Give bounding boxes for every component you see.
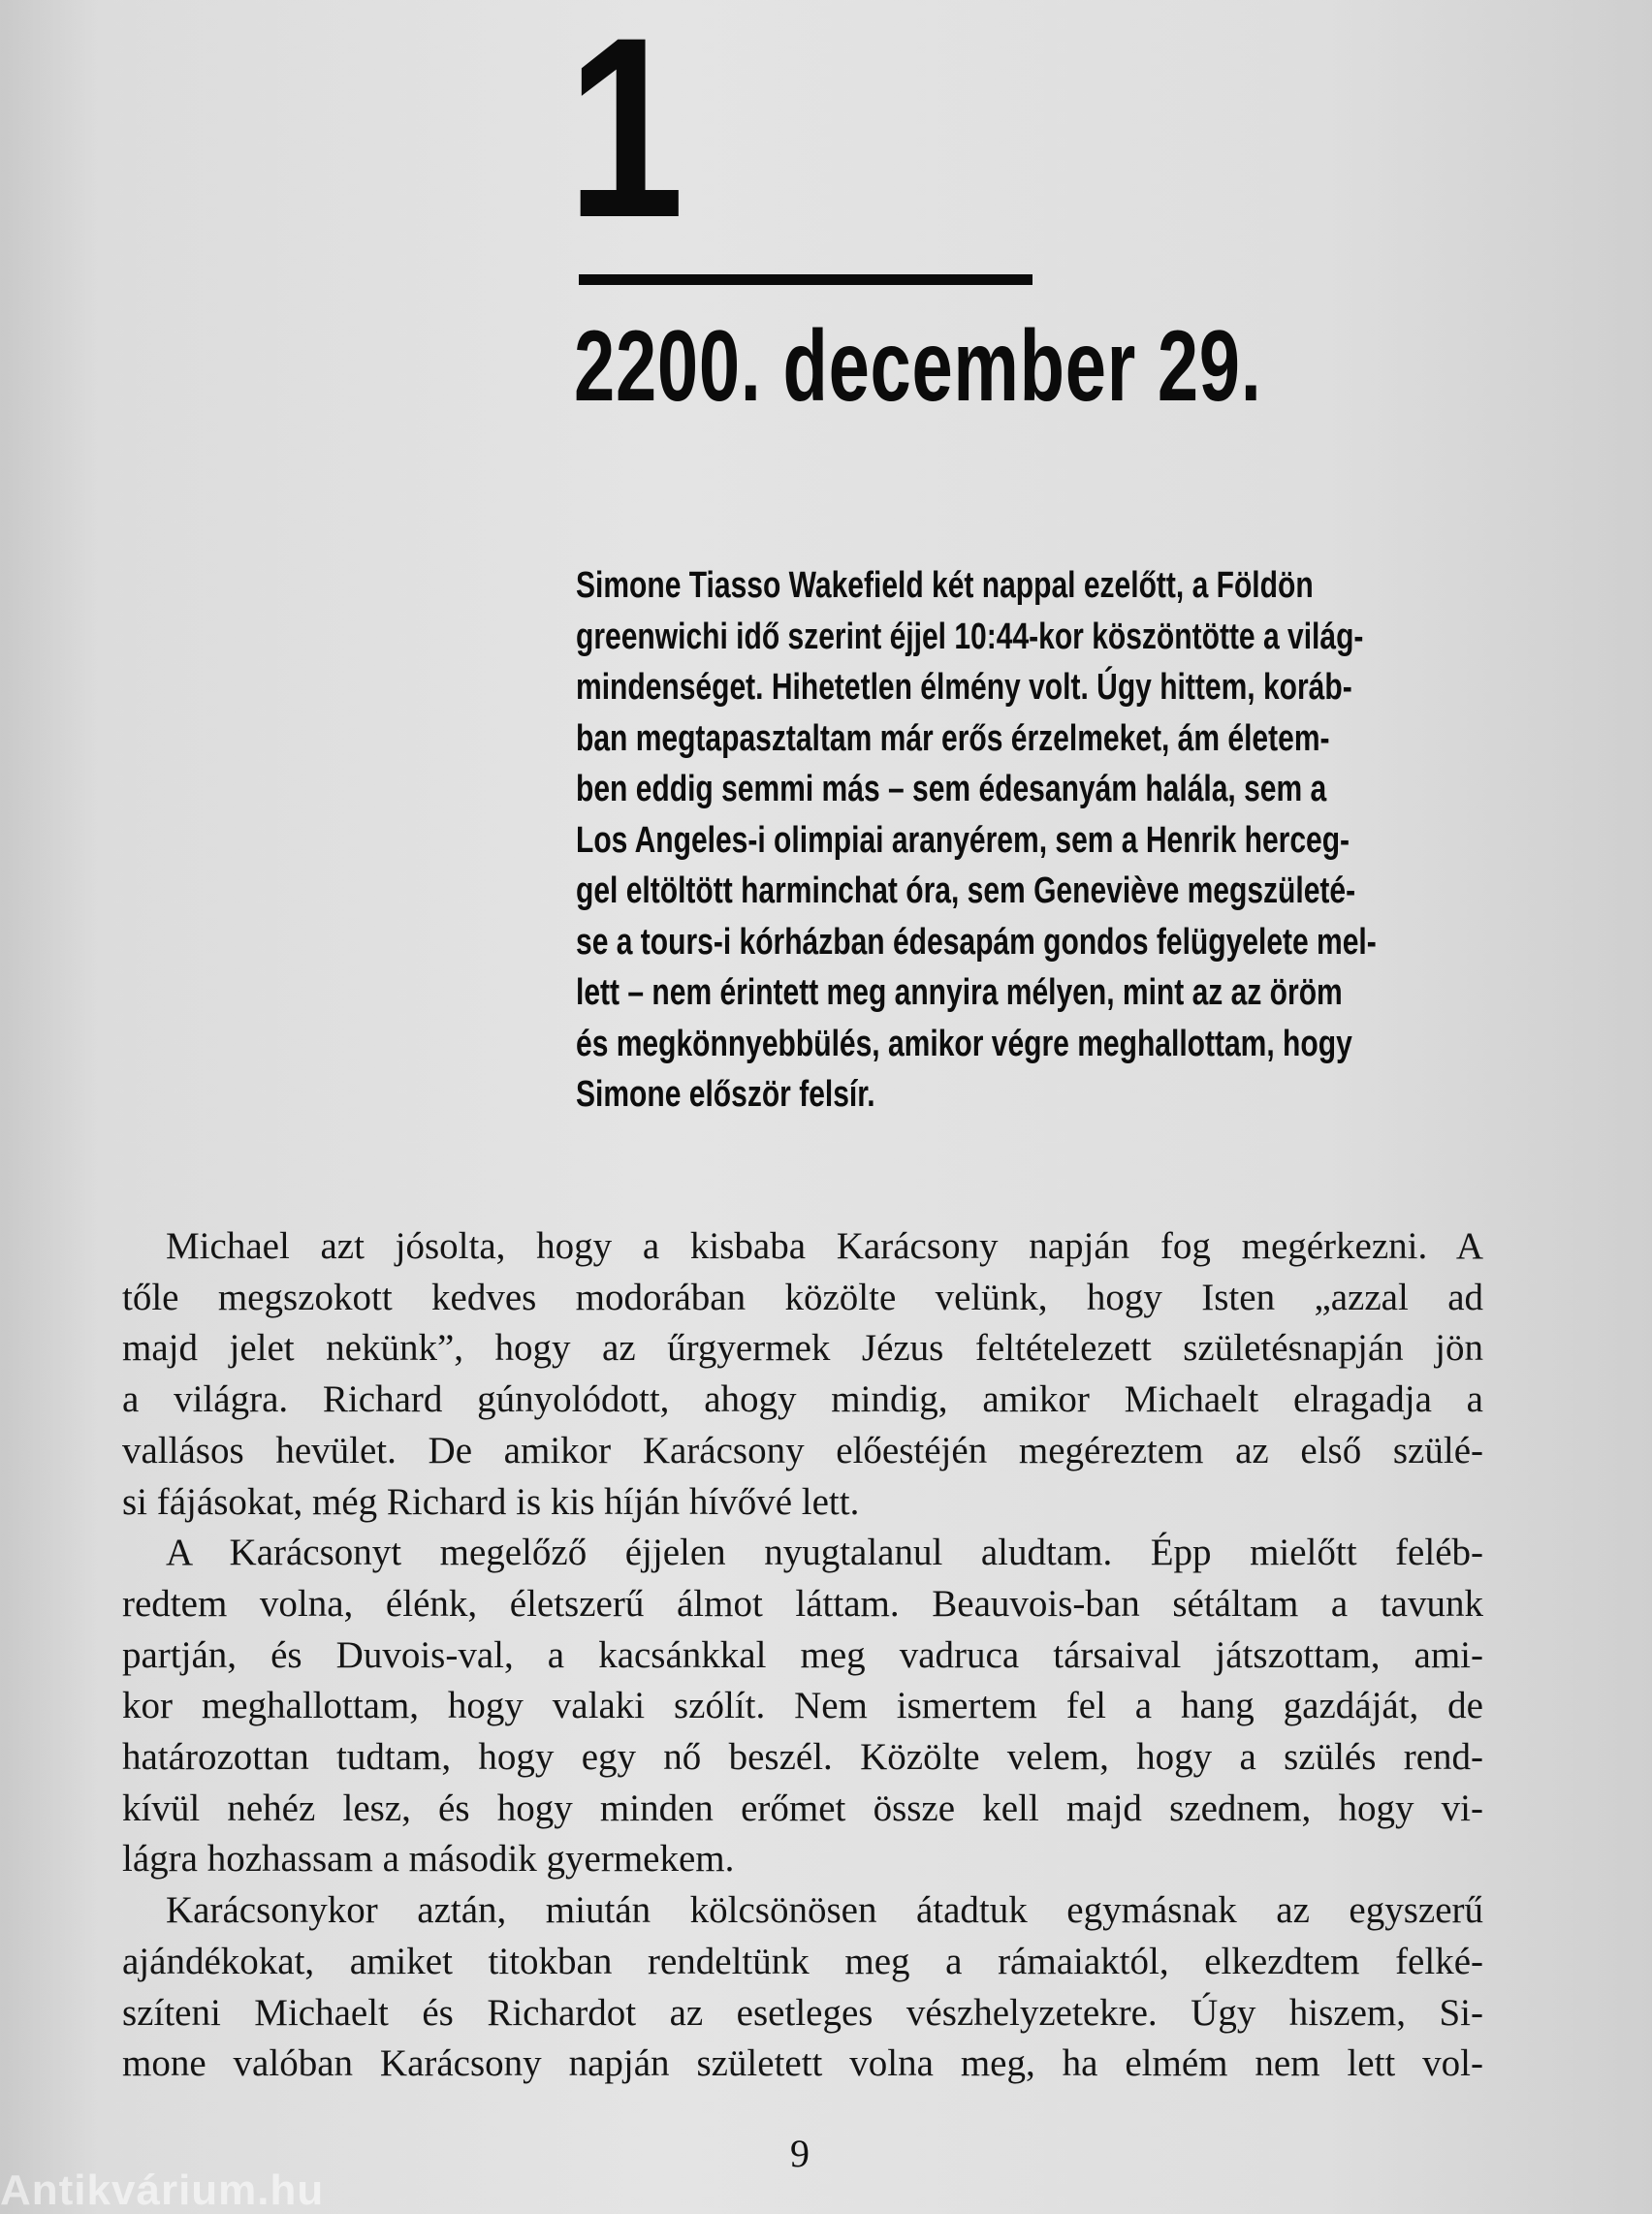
intro-line: Simone Tiasso Wakefield két nappal ezelőtt, a Földön bbox=[576, 565, 1314, 606]
body-line: kor meghallottam, hogy valaki szólít. Nem ismertem fel a hang gazdáját, de bbox=[122, 1685, 1483, 1727]
body-line: szíteni Michaelt és Richardot az esetleges vészhelyzetekre. Úgy hiszem, Si- bbox=[122, 1991, 1483, 2034]
intro-line: és megkönnyebbülés, amikor végre meghallottam, hogy bbox=[576, 1023, 1352, 1064]
intro-line: gel eltöltött harminchat óra, sem Geneviève megszületé- bbox=[576, 870, 1356, 911]
paragraph-3 bbox=[122, 1885, 1483, 2090]
chapter-number: 1 bbox=[567, 0, 684, 271]
intro-paragraph bbox=[576, 560, 1482, 1121]
body-line: kívül nehéz lesz, és hogy minden erőmet össze kell majd szednem, hogy vi- bbox=[122, 1787, 1483, 1829]
intro-line: ben eddig semmi más – sem édesanyám halála, sem a bbox=[576, 769, 1327, 809]
intro-line: se a tours-i kórházban édesapám gondos felügyelete mel- bbox=[576, 921, 1377, 963]
body-line: si fájásokat, még Richard is kis híján hívővé lett. bbox=[122, 1480, 860, 1523]
body-line: határozottan tudtam, hogy egy nő beszél. Közölte velem, hogy a szülés rend- bbox=[122, 1736, 1483, 1779]
body-line: A Karácsonyt megelőző éjjelen nyugtalanul aludtam. Épp mielőtt feléb- bbox=[166, 1532, 1483, 1574]
paragraph-1 bbox=[122, 1221, 1483, 1528]
intro-line: greenwichi idő szerint éjjel 10:44-kor köszöntötte a világ- bbox=[576, 616, 1364, 657]
paragraph-2 bbox=[122, 1528, 1483, 1885]
body-line: majd jelet nekünk”, hogy az űrgyermek Jézus feltételezett születésnapján jön bbox=[122, 1327, 1483, 1370]
page-number: 9 bbox=[790, 2132, 810, 2175]
body-line: lágra hozhassam a második gyermekem. bbox=[122, 1838, 735, 1881]
watermark: Antikvárium.hu bbox=[0, 2167, 325, 2214]
chapter-divider bbox=[579, 274, 1032, 285]
body-line: Karácsonykor aztán, miután kölcsönösen átadtuk egymásnak az egyszerű bbox=[166, 1889, 1483, 1932]
body-line: tőle megszokott kedves modorában közölte velünk, hogy Isten „azzal ad bbox=[122, 1276, 1483, 1318]
body-line: Michael azt jósolta, hogy a kisbaba Karácsony napján fog megérkezni. A bbox=[166, 1225, 1483, 1267]
body-line: a világra. Richard gúnyolódott, ahogy mindig, amikor Michaelt elragadja a bbox=[122, 1378, 1483, 1421]
intro-line: ban megtapasztaltam már erős érzelmeket, ám életem- bbox=[576, 717, 1330, 759]
chapter-title-date: 2200. december 29. bbox=[574, 310, 1262, 423]
body-line: vallásos hevület. De amikor Karácsony előestéjén megéreztem az első szülé- bbox=[122, 1429, 1483, 1471]
body-line: partján, és Duvois-val, a kacsánkkal meg vadruca társaival játszottam, ami- bbox=[122, 1633, 1483, 1676]
body-line: mone valóban Karácsony napján született volna meg, ha elmém nem lett vol- bbox=[122, 2042, 1483, 2085]
body-text bbox=[122, 1221, 1483, 2090]
intro-line: lett – nem érintett meg annyira mélyen, mint az az öröm bbox=[576, 972, 1343, 1013]
body-line: redtem volna, élénk, életszerű álmot láttam. Beauvois-ban sétáltam a tavunk bbox=[122, 1582, 1483, 1625]
intro-line: Simone először felsír. bbox=[576, 1074, 875, 1115]
intro-line: Los Angeles-i olimpiai aranyérem, sem a Henrik herceg- bbox=[576, 819, 1350, 861]
body-line: ajándékokat, amiket titokban rendeltünk meg a rámaiaktól, elkezdtem felké- bbox=[122, 1940, 1483, 1982]
intro-line: mindenséget. Hihetetlen élmény volt. Úgy hittem, koráb- bbox=[576, 667, 1352, 708]
